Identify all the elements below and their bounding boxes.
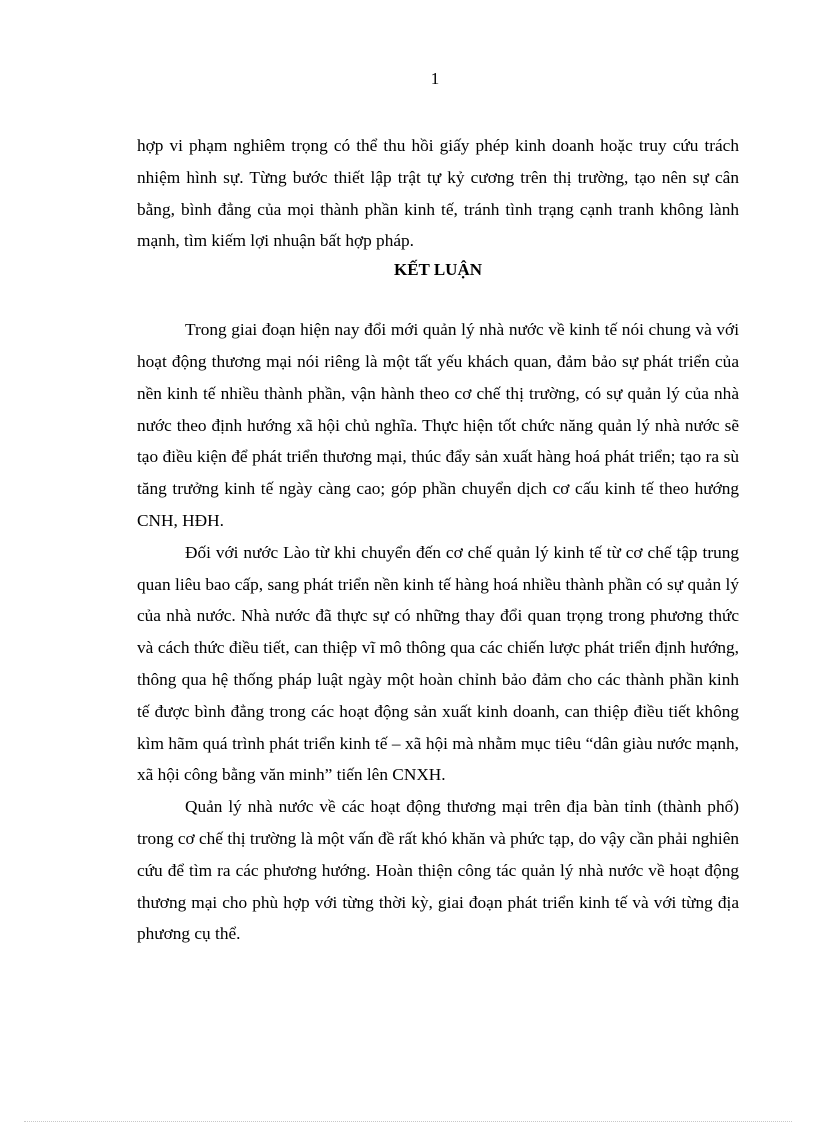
conclusion-paragraph-3: Quản lý nhà nước về các hoạt động thương mại trên địa bàn tỉnh (thành phố) trong cơ chế thị trường là một vấn đề rất khó khăn và phức tạp, do vậy cần phải nghiên cứu để tìm ra các phương hướng. Hoàn thiện công tác quản lý nhà nước về hoạt động thương mại cho phù hợp với từng thời kỳ, giai đoạn phát triển kinh tế và với từng địa phương cụ thể. — [137, 797, 739, 944]
page-number: 1 — [430, 69, 440, 88]
page-bottom-divider — [24, 1121, 792, 1122]
conclusion-paragraph-2: Đối với nước Lào từ khi chuyển đến cơ chế quản lý kinh tế từ cơ chế tập trung quan liêu bao cấp, sang phát triển nền kinh tế hàng hoá nhiều thành phần có sự quản lý của nhà nước. Nhà nước đã thực sự có những thay đổi quan trọng trong phương thức và cách thức điều tiết, can thiệp vĩ mô thông qua các chiến lược phát triển định hướng, thông qua hệ thống pháp luật ngày một hoàn chỉnh bảo đảm cho các thành phần kinh tế được bình đẳng trong các hoạt động sản xuất kinh doanh, can thiệp điều tiết không kìm hãm quá trình phát triển kinh tế – xã hội mà nhằm mục tiêu “dân giàu nước mạnh, xã hội công bằng văn minh” tiến lên CNXH. — [137, 542, 739, 785]
section-heading-conclusion: KẾT LUẬN — [393, 260, 482, 280]
continued-paragraph: hợp vi phạm nghiêm trọng có thể thu hồi giấy phép kinh doanh hoặc truy cứu trách nhiệm hình sự. Từng bước thiết lập trật tự kỷ cương trên thị trường, tạo nên sự cân bằng, bình đẳng của mọi thành phần kinh tế, tránh tình trạng cạnh tranh không lành mạnh, tìm kiếm lợi nhuận bất hợp pháp. — [137, 136, 739, 251]
conclusion-paragraph-1: Trong giai đoạn hiện nay đổi mới quản lý nhà nước về kinh tế nói chung và với hoạt động thương mại nói riêng là một tất yếu khách quan, đảm bảo sự phát triển của nền kinh tế nhiều thành phần, vận hành theo cơ chế thị trường, có sự quản lý của nhà nước theo định hướng xã hội chủ nghĩa. Thực hiện tốt chức năng quản lý nhà nước sẽ tạo điều kiện để phát triển thương mại, thúc đẩy sản xuất hàng hoá phát triển; tạo ra sù tăng trưởng kinh tế ngày càng cao; góp phần chuyển dịch cơ cấu kinh tế theo hướng CNH, HĐH. — [137, 320, 739, 530]
document-body — [137, 130, 739, 950]
